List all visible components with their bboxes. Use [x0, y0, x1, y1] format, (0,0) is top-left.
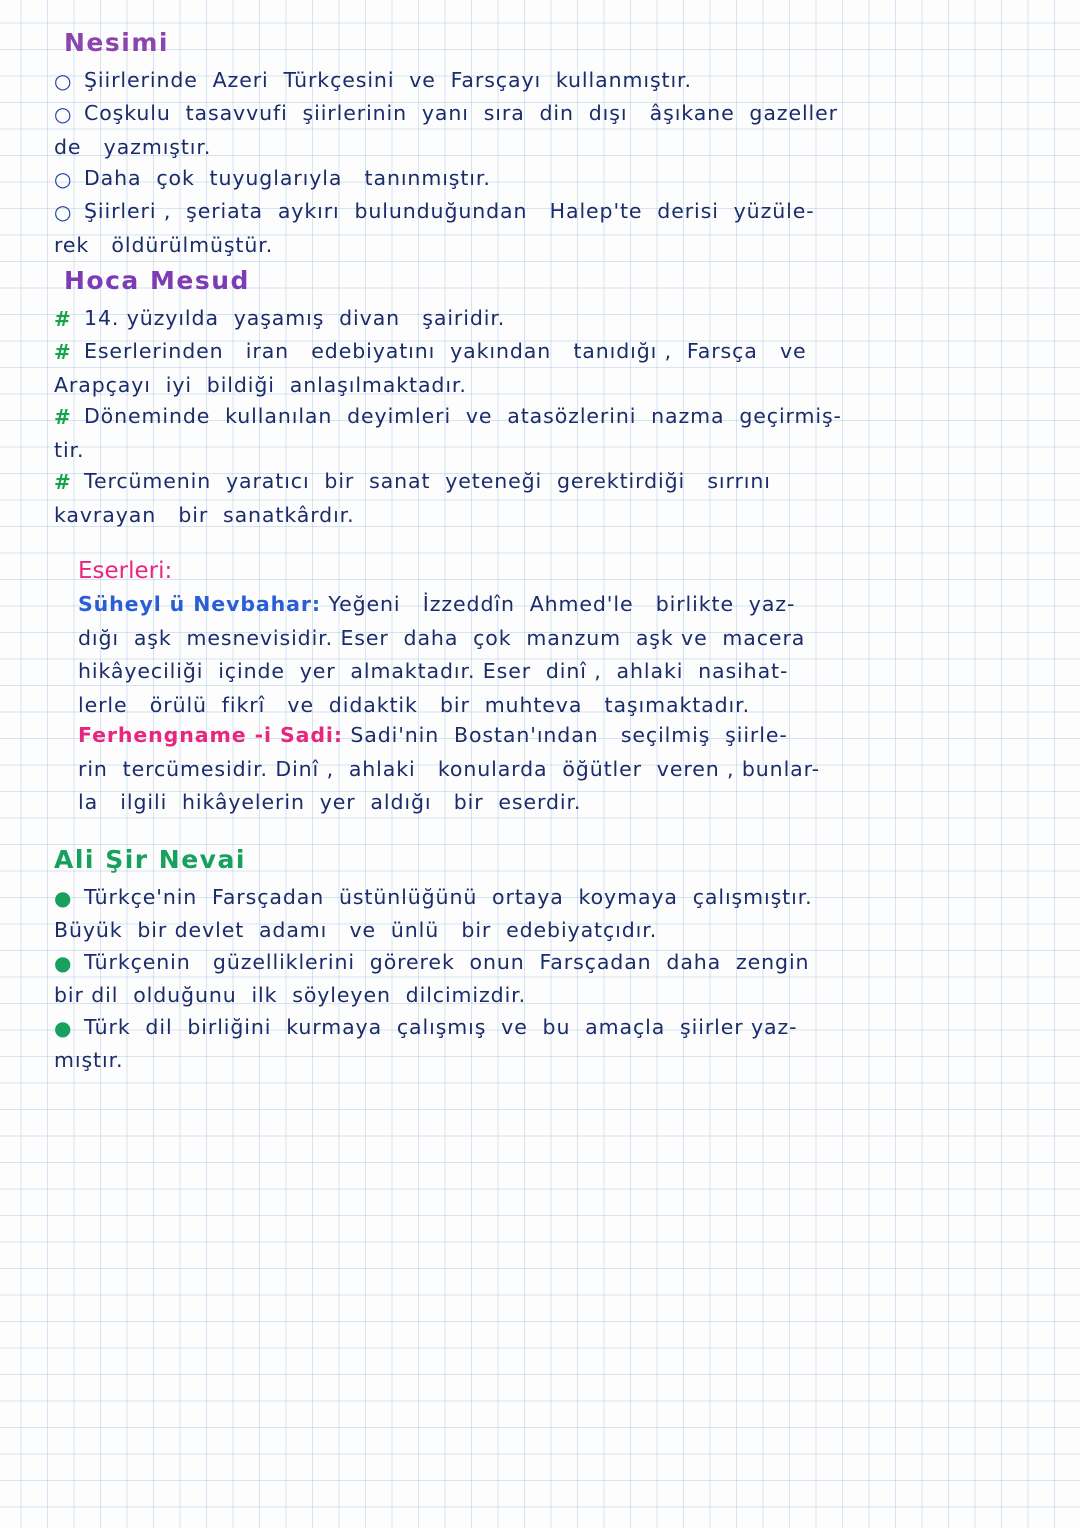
list-item: [54, 341, 1034, 395]
work-title: Süheyl ü Nevbahar:: [78, 592, 321, 616]
list-item-body: [54, 884, 1034, 942]
work-first-line: [78, 725, 1034, 746]
list-item: [54, 1014, 1034, 1072]
dot-bullet-icon: ●: [54, 1015, 72, 1040]
work-text: Sadi'nin Bostan'ından seçilmiş şiirle-: [342, 723, 788, 747]
text-line: tir.: [54, 437, 85, 462]
list-item-body: [54, 339, 1034, 397]
work-text: rin tercümesidir. Dinî , ahlaki konularda öğütler veren , bunlar-: [78, 756, 820, 781]
work-item: [78, 725, 1034, 813]
note-content: [54, 28, 1034, 1082]
text-line: mıştır.: [54, 1048, 124, 1072]
list-item: [54, 471, 1034, 525]
work-text: hikâyeciliği içinde yer almaktadır. Eser dinî , ahlaki nasihat-: [78, 659, 789, 683]
text-line: Eserlerinden iran edebiyatını yakından tanıdığı , Farsça ve: [84, 339, 807, 363]
text-line: Türkçe'nin Farsçadan üstünlüğünü ortaya koymaya çalışmıştır.: [84, 884, 813, 909]
text-line: Daha çok tuyuglarıyla tanınmıştır.: [84, 166, 491, 190]
section-title-hoca-mesud: Hoca Mesud: [64, 266, 250, 295]
circle-bullet-icon: ○: [54, 200, 72, 224]
circle-bullet-icon: ○: [54, 167, 72, 191]
text-line: Döneminde kullanılan deyimleri ve atasözlerini nazma geçirmiş-: [84, 404, 842, 428]
circle-bullet-icon: ○: [54, 102, 72, 126]
circle-bullet-icon: ○: [54, 69, 72, 93]
list-item-body: [84, 308, 1034, 329]
work-title: Ferhengname -i Sadi:: [78, 723, 343, 747]
work-first-line: [78, 594, 1034, 615]
list-item-body: [54, 1014, 1034, 1072]
list-item-body: [54, 101, 1034, 159]
text-line: de yazmıştır.: [54, 134, 212, 159]
text-line: Şiirleri , şeriata aykırı bulunduğundan Halep'te derisi yüzüle-: [84, 199, 815, 223]
section-nesimi: [54, 28, 1034, 255]
dot-bullet-icon: ●: [54, 950, 72, 975]
work-text: dığı aşk mesnevisidir. Eser daha çok manzum aşk ve macera: [78, 625, 806, 650]
section-works: [54, 558, 1034, 813]
list-item: [54, 949, 1034, 1007]
text-line: Coşkulu tasavvufi şiirlerinin yanı sıra din dışı âşıkane gazeller: [84, 101, 838, 125]
work-text: lerle örülü fikrî ve didaktik bir muhteva taşımaktadır.: [78, 692, 750, 717]
list-item: [54, 103, 1034, 157]
works-heading: Eserleri:: [78, 558, 173, 584]
work-text: Yeğeni İzzeddîn Ahmed'le birlikte yaz-: [320, 592, 796, 616]
hash-bullet-icon: #: [54, 340, 71, 364]
list-item-body: [54, 469, 1034, 527]
section-ali-sir-nevai: [54, 845, 1034, 1071]
list-item: [54, 884, 1034, 942]
list-item: [54, 168, 1034, 190]
text-line: 14. yüzyılda yaşamış divan şairidir.: [84, 306, 506, 330]
list-item: [54, 308, 1034, 330]
text-line: bir dil olduğunu ilk söyleyen dilcimizdir.: [54, 983, 527, 1007]
section-title-ali-sir-nevai: Ali Şir Nevai: [54, 844, 246, 874]
hash-bullet-icon: #: [54, 307, 71, 331]
list-item-body: [84, 168, 1034, 189]
list-item-body: [54, 404, 1034, 462]
dot-bullet-icon: ●: [54, 885, 72, 910]
text-line: Tercümenin yaratıcı bir sanat yeteneği gerektirdiği sırrını: [84, 469, 771, 493]
list-item-body: [54, 949, 1034, 1007]
text-line: kavrayan bir sanatkârdır.: [54, 502, 355, 527]
work-item: [78, 594, 1034, 715]
section-hoca-mesud: [54, 266, 1034, 525]
text-line: Türkçenin güzelliklerini görerek onun Farsçadan daha zengin: [84, 949, 810, 974]
section-title-nesimi: Nesimi: [64, 28, 169, 57]
list-item-body: [54, 199, 1034, 257]
text-line: Arapçayı iyi bildiği anlaşılmaktadır.: [54, 372, 467, 397]
text-line: Şiirlerinde Azeri Türkçesini ve Farsçayı kullanmıştır.: [84, 68, 692, 92]
text-line: Türk dil birliğini kurmaya çalışmış ve bu amaçla şiirler yaz-: [84, 1014, 798, 1039]
hash-bullet-icon: #: [54, 470, 71, 494]
list-item: [54, 406, 1034, 460]
list-item-body: [84, 70, 1034, 91]
list-item: [54, 70, 1034, 92]
text-line: rek öldürülmüştür.: [54, 232, 274, 257]
hash-bullet-icon: #: [54, 405, 71, 429]
list-item: [54, 201, 1034, 255]
text-line: Büyük bir devlet adamı ve ünlü bir edebiyatçıdır.: [54, 918, 658, 942]
work-text: la ilgili hikâyelerin yer aldığı bir eserdir.: [78, 790, 582, 814]
